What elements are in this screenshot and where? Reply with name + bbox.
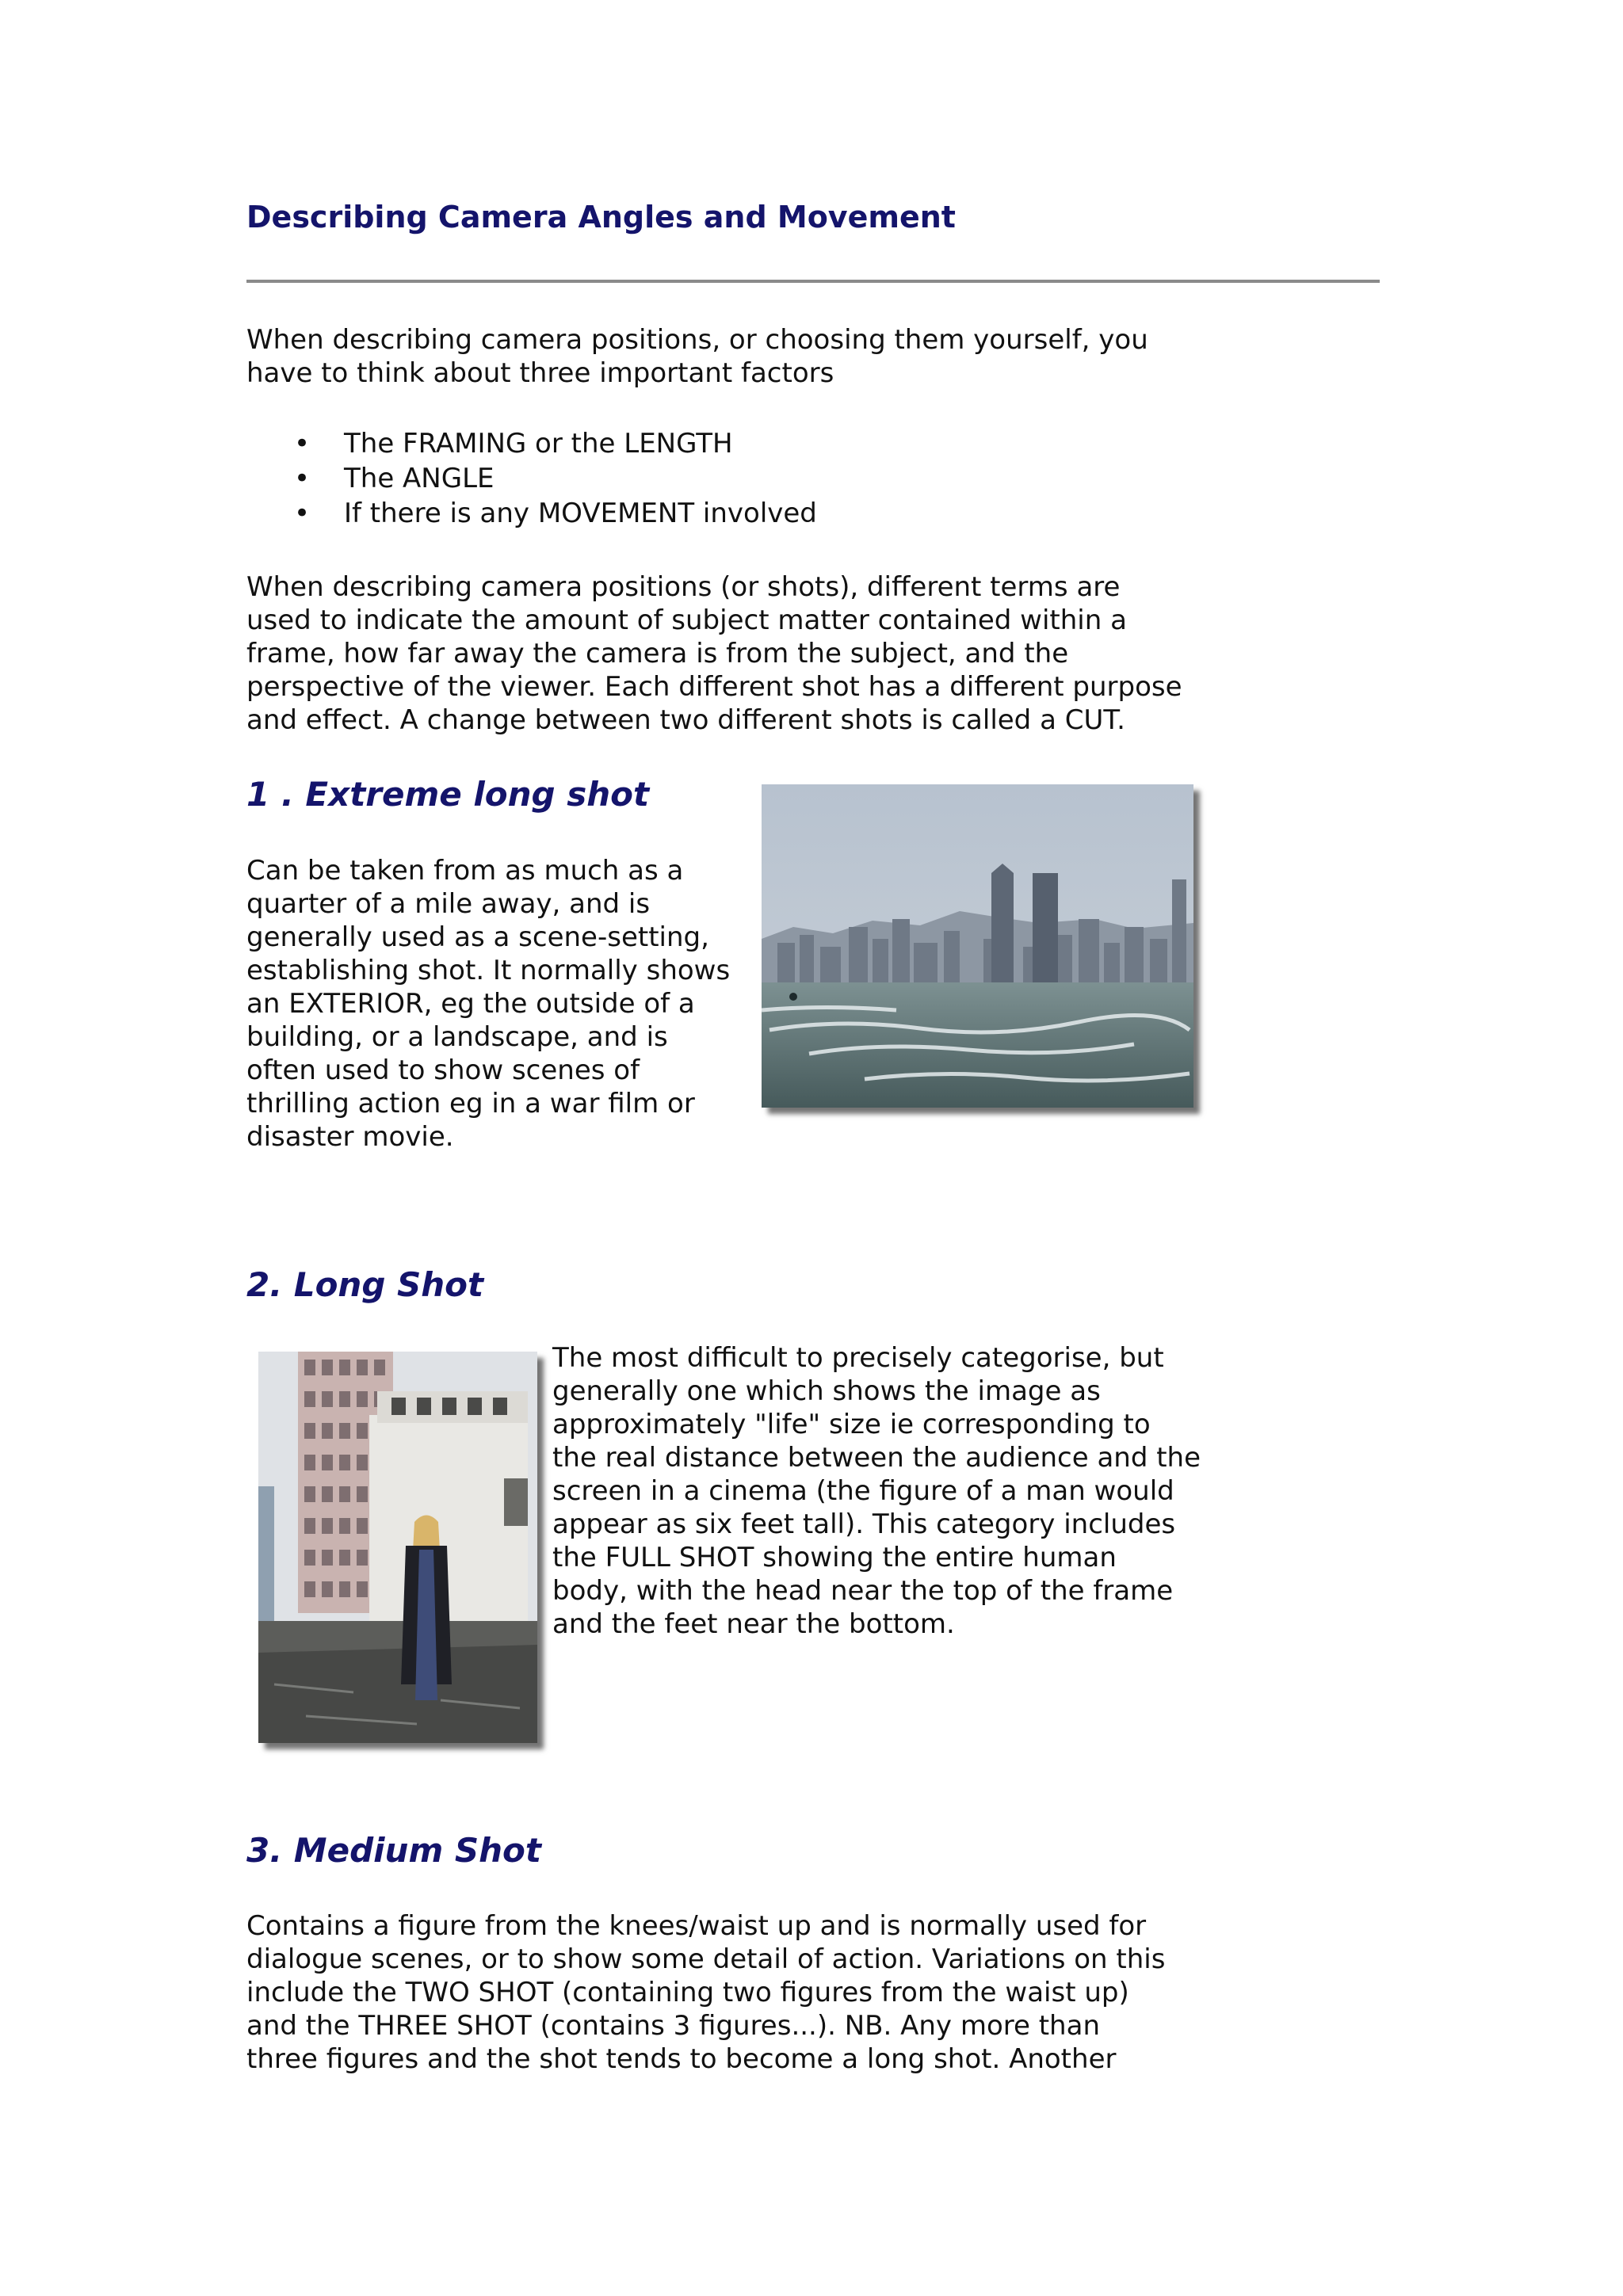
long-shot-paragraph	[552, 1341, 1201, 1641]
paragraph-line: frame, how far away the camera is from the subject, and the	[246, 638, 1069, 669]
bullet-icon: •	[294, 463, 311, 494]
paragraph-line: and effect. A change between two different shots is called a CUT.	[246, 704, 1125, 736]
section-heading-medium-shot: 3. Medium Shot	[246, 1831, 541, 1870]
intro-paragraph	[246, 323, 1148, 390]
paragraph-line: thrilling action eg in a war film or	[246, 1088, 695, 1119]
paragraph-line: include the TWO SHOT (containing two figures from the waist up)	[246, 1977, 1129, 2008]
city-skyline-photo	[762, 784, 1193, 1108]
paragraph-line: dialogue scenes, or to show some detail of action. Variations on this	[246, 1943, 1166, 1975]
paragraph-line: approximately "life" size ie corresponding to	[552, 1409, 1151, 1440]
list-item	[246, 496, 817, 531]
intro-line: When describing camera positions, or choosing them yourself, you	[246, 324, 1148, 356]
long-shot-photo	[258, 1352, 537, 1743]
shots-intro-paragraph	[246, 570, 1182, 737]
medium-shot-paragraph	[246, 1909, 1165, 2076]
bullet-icon: •	[294, 498, 311, 529]
paragraph-line: building, or a landscape, and is	[246, 1021, 668, 1053]
list-item	[246, 461, 817, 496]
list-item-text: If there is any MOVEMENT involved	[344, 498, 817, 529]
extreme-long-shot-paragraph	[246, 854, 730, 1154]
section-heading-extreme-long-shot: 1 . Extreme long shot	[246, 775, 650, 814]
paragraph-line: quarter of a mile away, and is	[246, 888, 651, 920]
paragraph-line: establishing shot. It normally shows	[246, 955, 731, 986]
paragraph-line: body, with the head near the top of the frame	[552, 1575, 1174, 1607]
paragraph-line: appear as six feet tall). This category includes	[552, 1508, 1176, 1540]
paragraph-line: Contains a figure from the knees/waist up and is normally used for	[246, 1910, 1147, 1942]
paragraph-line: often used to show scenes of	[246, 1055, 640, 1086]
paragraph-line: Can be taken from as much as a	[246, 855, 684, 887]
intro-line: have to think about three important factors	[246, 357, 834, 389]
paragraph-line: an EXTERIOR, eg the outside of a	[246, 988, 695, 1020]
paragraph-line: three figures and the shot tends to become a long shot. Another	[246, 2043, 1117, 2075]
paragraph-line: and the feet near the bottom.	[552, 1608, 955, 1640]
section-heading-long-shot: 2. Long Shot	[246, 1265, 484, 1304]
factors-list	[246, 426, 817, 531]
paragraph-line: generally one which shows the image as	[552, 1375, 1101, 1407]
list-item-text: The ANGLE	[344, 463, 495, 494]
list-item-text: The FRAMING or the LENGTH	[344, 428, 733, 460]
paragraph-line: screen in a cinema (the figure of a man would	[552, 1475, 1174, 1507]
paragraph-line: When describing camera positions (or shots), different terms are	[246, 571, 1121, 603]
paragraph-line: perspective of the viewer. Each different shot has a different purpose	[246, 671, 1182, 703]
bullet-icon: •	[294, 428, 311, 460]
paragraph-line: the FULL SHOT showing the entire human	[552, 1542, 1117, 1573]
paragraph-line: The most difficult to precisely categorise, but	[552, 1342, 1164, 1374]
page-title: Describing Camera Angles and Movement	[246, 200, 956, 235]
paragraph-line: used to indicate the amount of subject matter contained within a	[246, 605, 1127, 636]
horizontal-rule	[246, 280, 1380, 283]
list-item	[246, 426, 817, 461]
paragraph-line: generally used as a scene-setting,	[246, 921, 709, 953]
paragraph-line: disaster movie.	[246, 1121, 454, 1153]
paragraph-line: the real distance between the audience and the	[552, 1442, 1201, 1474]
paragraph-line: and the THREE SHOT (contains 3 figures...). NB. Any more than	[246, 2010, 1100, 2042]
